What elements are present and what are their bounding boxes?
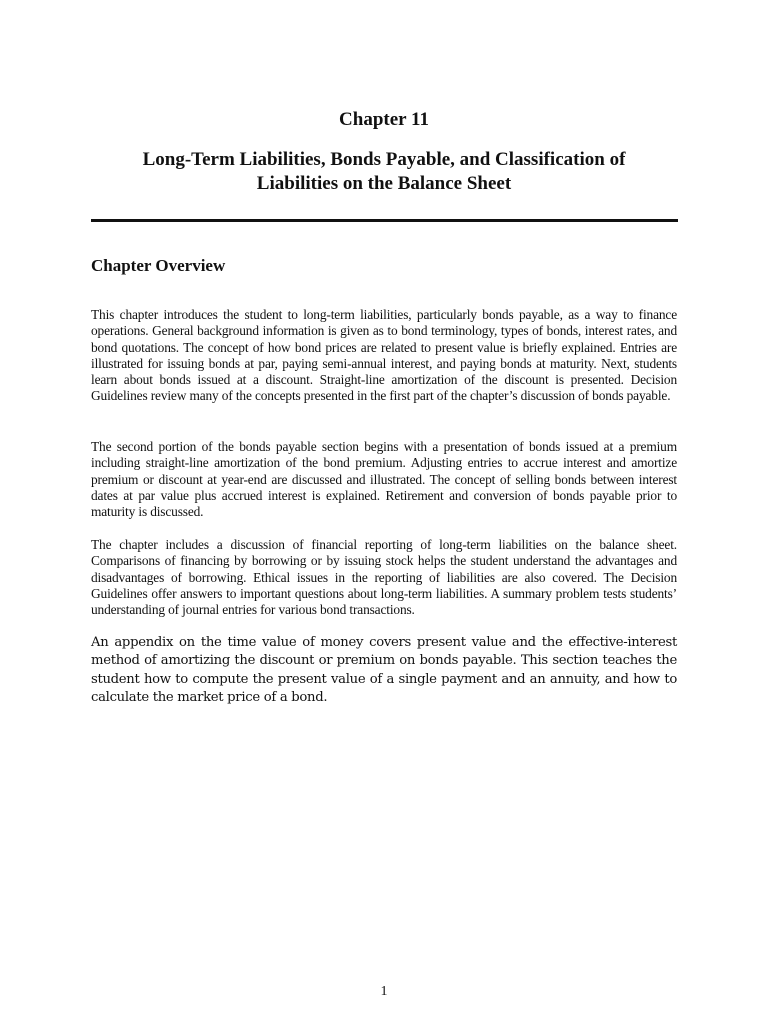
- overview-paragraph-1: This chapter introduces the student to long-term liabilities, particularly bonds payable, as a way to finance operations. General background information is given as to bond terminology, types of bonds, interest rates, and bond quotations. The concept of how bond prices are related to present value is briefly explained. Entries are illustrated for issuing bonds at par, paying semi-annual interest, and paying bonds at maturity. Next, students learn about bonds issued at a discount. Straight-line amortization of the discount is presented. Decision Guidelines review many of the concepts presented in the first part of the chapter’s discussion of bonds payable.: [91, 307, 677, 404]
- title-divider: [91, 219, 678, 222]
- overview-paragraph-2: The second portion of the bonds payable section begins with a presentation of bonds issued at a premium including straight-line amortization of the bond premium. Adjusting entries to accrue interest and amortize premium or discount at year-end are discussed and illustrated. The concept of selling bonds between interest dates at par value plus accrued interest is explained. Retirement and conversion of bonds payable prior to maturity is discussed.: [91, 439, 677, 520]
- overview-paragraph-3: The chapter includes a discussion of financial reporting of long-term liabilities on the balance sheet. Comparisons of financing by borrowing or by issuing stock helps the student understand the advantages and disadvantages of borrowing. Ethical issues in the reporting of liabilities are also covered. The Decision Guidelines offer answers to important questions about long-term liabilities. A summary problem tests students’ understanding of journal entries for various bond transactions.: [91, 537, 677, 618]
- overview-paragraph-4: An appendix on the time value of money covers present value and the effective-interest method of amortizing the discount or premium on bonds payable. This section teaches the student how to compute the present value of a single payment and an annuity, and how to calculate the market price of a bond.: [91, 635, 677, 705]
- chapter-title: Long-Term Liabilities, Bonds Payable, and Classification of Liabilities on the Balance Sheet: [142, 149, 626, 194]
- section-heading: Chapter Overview: [91, 256, 226, 275]
- chapter-number: Chapter 11: [339, 109, 429, 130]
- page-number: 1: [380, 984, 388, 999]
